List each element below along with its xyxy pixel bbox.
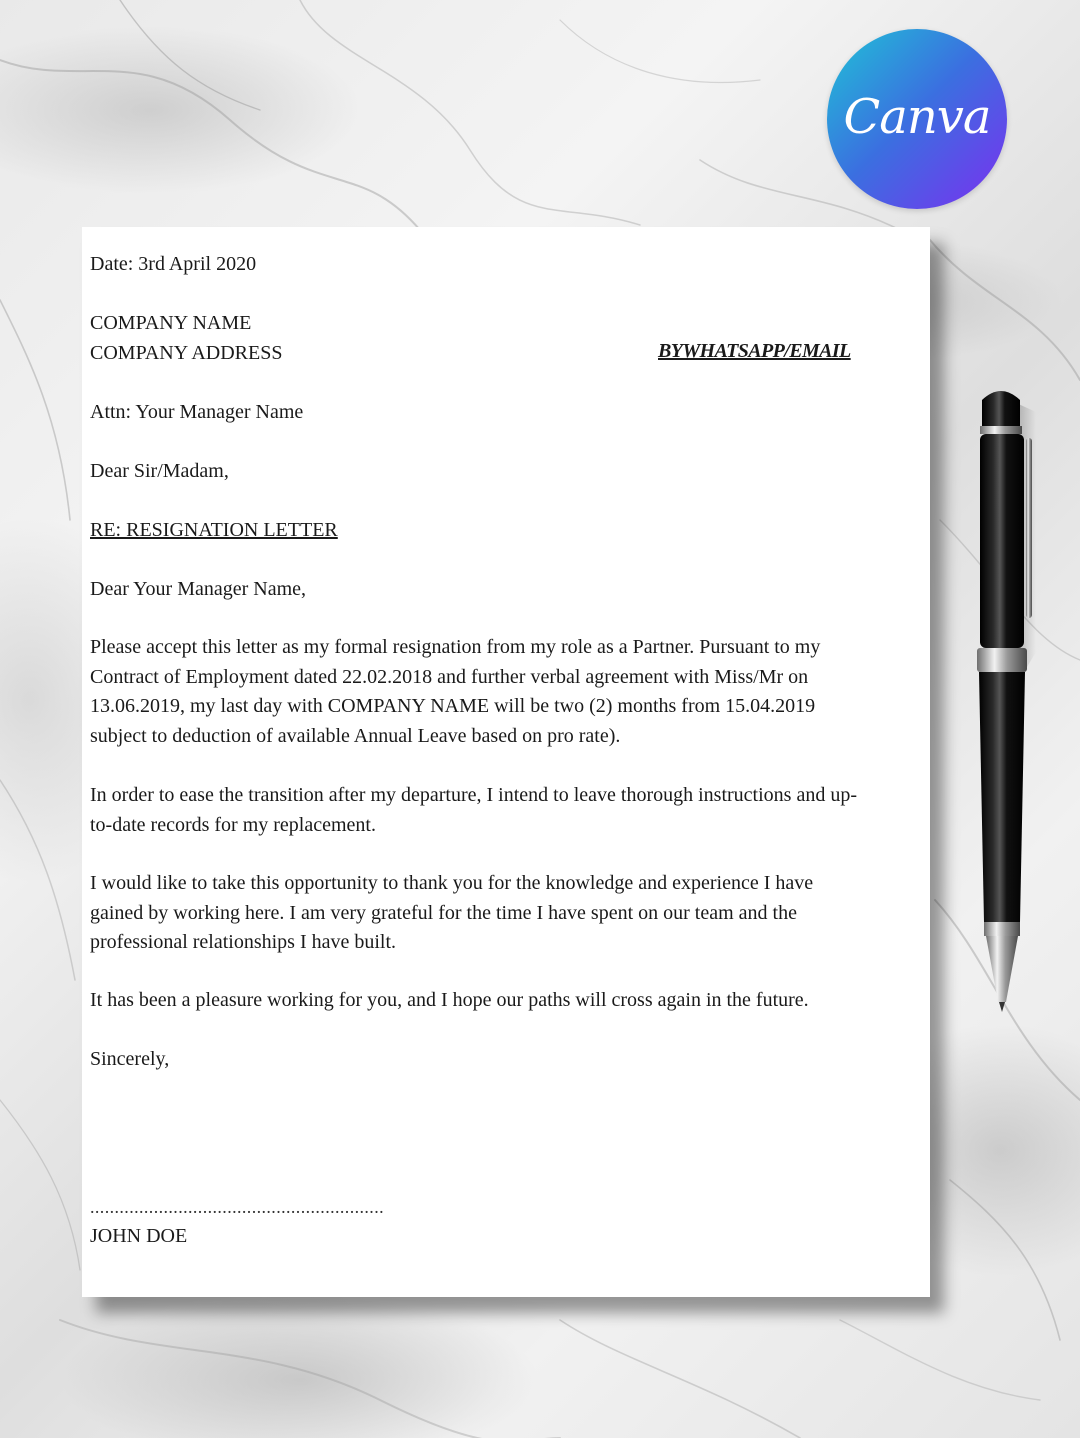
- signature-line: ............................................................: [90, 1197, 384, 1217]
- paragraph-3-line: professional relationships I have built.: [90, 931, 397, 953]
- canva-logo-text: Canva: [843, 89, 991, 145]
- paragraph-1-line: subject to deduction of available Annual Leave based on pro rate).: [90, 724, 621, 747]
- paragraph-1-line: Contract of Employment dated 22.02.2018 and further verbal agreement with Miss/Mr on: [90, 665, 809, 688]
- greeting: Dear Your Manager Name,: [90, 578, 307, 600]
- signatory-name: JOHN DOE: [90, 1225, 188, 1247]
- paragraph-1-line: Please accept this letter as my formal resignation from my role as a Partner. Pursuant to my: [90, 636, 821, 658]
- paragraph-2-line: In order to ease the transition after my departure, I intend to leave thorough instructions and up-: [90, 784, 857, 806]
- paragraph-3-line: gained by working here. I am very grateful for the time I have spent on our team and the: [90, 901, 797, 924]
- paragraph-4: It has been a pleasure working for you, and I hope our paths will cross again in the future.: [90, 989, 809, 1011]
- salutation: Dear Sir/Madam,: [90, 460, 229, 482]
- delivery-method: BYWHATSAPP/EMAIL: [658, 340, 851, 362]
- paragraph-2-line: to-date records for my replacement.: [90, 813, 376, 836]
- paragraph-3: [90, 869, 920, 958]
- subject-line: RE: RESIGNATION LETTER: [90, 519, 338, 541]
- attention-line: Attn: Your Manager Name: [90, 401, 304, 423]
- paragraph-1: [90, 633, 920, 751]
- company-name: COMPANY NAME: [90, 312, 252, 334]
- paragraph-1-line: 13.06.2019, my last day with COMPANY NAME will be two (2) months from 15.04.2019: [90, 695, 816, 717]
- paragraph-2: [90, 781, 920, 840]
- letter-page: [82, 227, 930, 1297]
- company-address: COMPANY ADDRESS: [90, 342, 283, 364]
- pen-image: [970, 382, 1040, 1012]
- closing: Sincerely,: [90, 1048, 170, 1070]
- paragraph-3-line: I would like to take this opportunity to thank you for the knowledge and experience I have: [90, 872, 814, 894]
- canva-logo: [827, 29, 1007, 209]
- letter-date: Date: 3rd April 2020: [90, 253, 257, 275]
